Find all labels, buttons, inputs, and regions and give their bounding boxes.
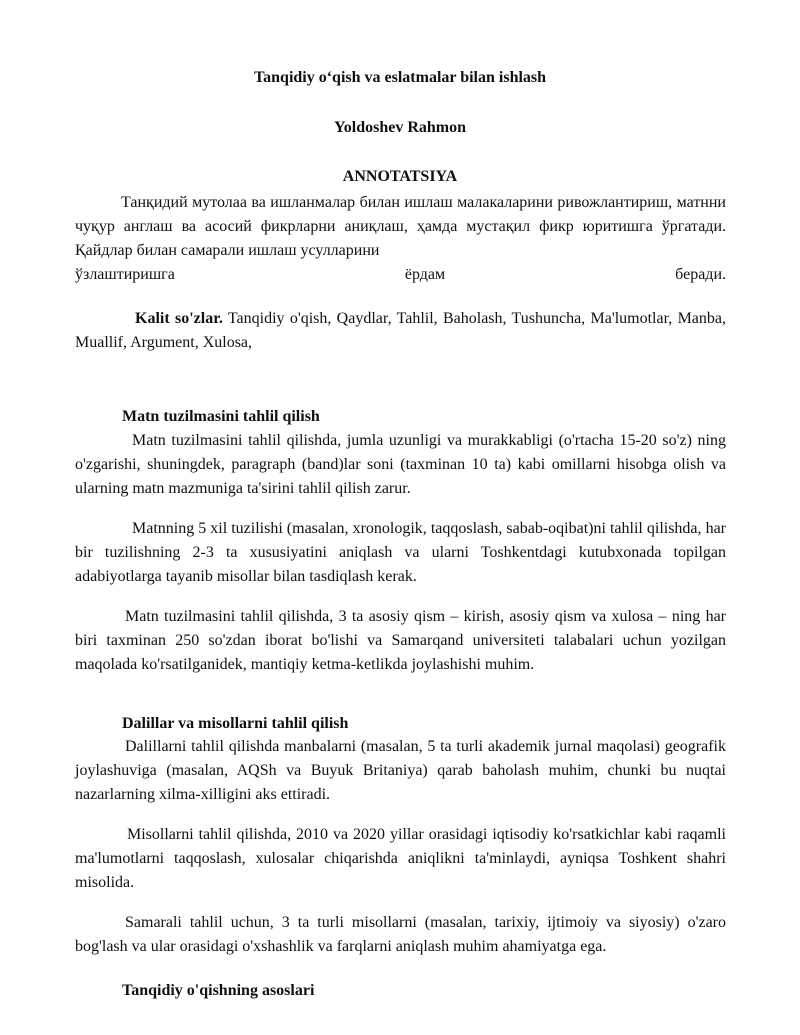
- section-heading: Tanqidiy o'qishning asoslari: [122, 982, 315, 999]
- paragraph: Dalillarni tahlil qilishda manbalarni (masalan, 5 ta turli akademik jurnal maqolasi) geografik joylashuviga (masalan, AQSh va Buyuk Britaniya) qarab baholash muhim, chunki bu nuqtai nazarlarning xilma-xilligini aks ettiradi.: [75, 738, 726, 803]
- paragraph: Matn tuzilmasini tahlil qilishda, 3 ta asosiy qism – kirish, asosiy qism va xulosa – ning har biri taxminan 250 so'zdan iborat bo'lishi va Samarqand universiteti talabalari uchun yozilgan maqolada ko'rsatilganidek, mantiqiy ketma-ketlikda joylashishi muhim.: [75, 608, 726, 673]
- paragraph: Misollarni tahlil qilishda, 2010 va 2020 yillar orasidagi iqtisodiy ko'rsatkichlar kabi raqamli ma'lumotlarni taqqoslash, xulosalar chiqarishda aniqlikni ta'minlaydi, ayniqsa Toshkent shahri misolida.: [75, 826, 726, 891]
- annotation-heading: ANNOTATSIYA: [342, 168, 458, 185]
- keywords-paragraph: [75, 307, 726, 355]
- section-heading: Matn tuzilmasini tahlil qilish: [122, 408, 320, 425]
- section-heading: Dalillar va misollarni tahlil qilish: [122, 715, 349, 732]
- document-title: Tanqidiy o‘qish va eslatmalar bilan ishlash: [253, 69, 547, 86]
- paragraph: Samarali tahlil uchun, 3 ta turli misollarni (masalan, tarixiy, ijtimoiy va siyosiy) o'zaro bog'lash va ular orasidagi o'xshashlik va farqlarni aniqlash muhim ahamiyatga ega.: [75, 914, 726, 955]
- keywords-list: Tanqidiy o'qish, Qaydlar, Tahlil, Baholash, Tushuncha, Ma'lumotlar, Manba, Muallif, Argument, Xulosa,: [75, 310, 727, 351]
- annotation-text: Танқидий мутолаа ва ишланмалар билан ишлаш малакаларини ривожлантириш, матнни чуқур англаш ва асосий фикрларни аниқлаш, ҳамда мустақил фикр юритишга ўргатади. Қайдлар билан самарали ишлаш усулларини: [75, 194, 726, 259]
- paragraph: Matn tuzilmasini tahlil qilishda, jumla uzunligi va murakkabligi (o'rtacha 15-20 so'z) ning o'zgarishi, shuningdek, paragraph (band)lar soni (taxminan 10 ta) kabi omillarni hisobga olish va ularning matn mazmuniga ta'sirini tahlil qilish zarur.: [75, 432, 726, 497]
- annotation-text-last-line: ўзлаштиришга ёрдам беради.: [75, 266, 726, 283]
- paragraph: Matnning 5 xil tuzilishi (masalan, xronologik, taqqoslash, sabab-oqibat)ni tahlil qilishda, har bir tuzilishning 2-3 ta xususiyatini aniqlash va ularni Toshkentdagi kutubxonada topilgan adabiyotlarga tayanib misollar bilan tasdiqlash kerak.: [75, 520, 726, 585]
- keywords-label: Kalit so'zlar.: [135, 310, 223, 327]
- author-name: Yoldoshev Rahmon: [333, 119, 467, 136]
